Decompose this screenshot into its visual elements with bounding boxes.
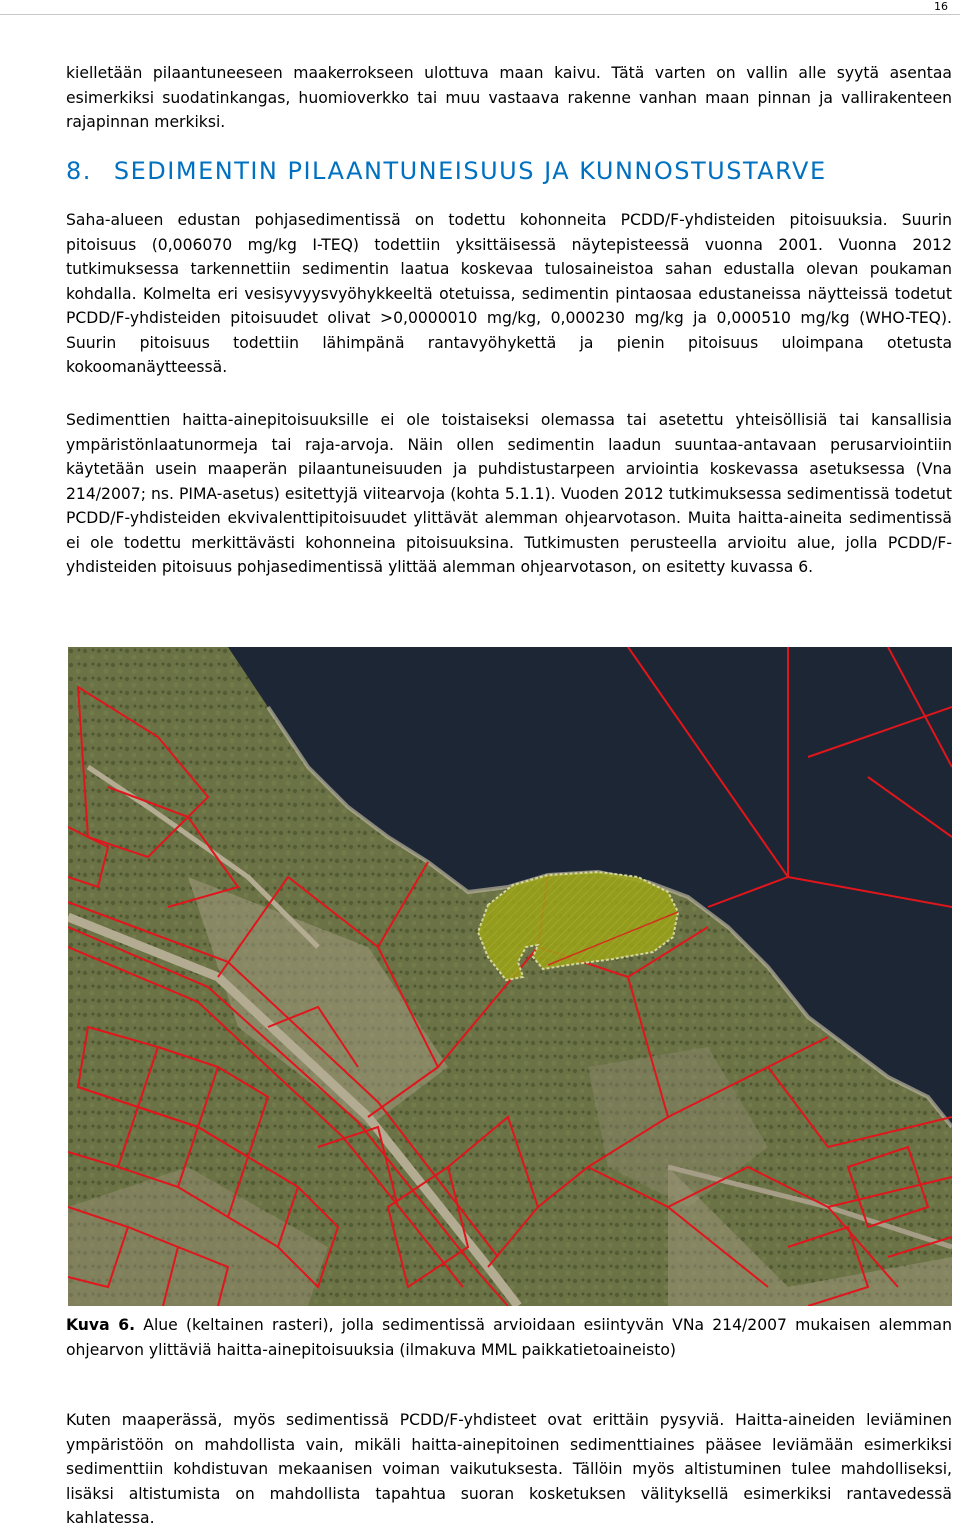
aerial-map-figure [68, 647, 952, 1306]
sediment-paragraph-1: Saha-alueen edustan pohjasedimentissä on todettu kohonneita PCDD/F-yhdisteiden pitoisuuksia. Suurin pitoisuus (0,006070 mg/kg I-TEQ) todettiin yksittäisessä näytepisteessä vuonna 2001. Vuonna 2012 tutkimuksessa tarkennettiin sedimentin laatua koskevaa tulosaineistoa sahan edustalla olevan poukaman kohdalla. Kolmelta eri vesisyvyysvyöhykkeeltä otetuissa, sedimentin pintaosaa edustaneissa näytteissä todetut PCDD/F-yhdisteiden pitoisuudet olivat >0,0000010 mg/kg, 0,000230 mg/kg ja 0,000510 mg/kg (WHO-TEQ). Suurin pitoisuus todettiin lähimpänä rantavyöhykettä ja pienin pitoisuus uloimpana otetusta kokoomanäytteessä. [66, 211, 952, 376]
intro-paragraph: kielletään pilaantuneeseen maakerrokseen ulottuva maan kaivu. Tätä varten on vallin alle syytä asentaa esimerkiksi suodatinkangas, huomioverkko tai muu vastaava rakenne vanhan maan pinnan ja vallirakenteen rajapinnan merkiksi. [66, 64, 952, 131]
section-heading [66, 157, 827, 185]
header-rule [0, 14, 960, 15]
page-number: 16 [934, 0, 948, 13]
section-title: SEDIMENTIN PILAANTUNEISUUS JA KUNNOSTUSTARVE [113, 157, 827, 185]
section-number: 8. [66, 157, 92, 185]
sediment-paragraph-2: Sedimenttien haitta-ainepitoisuuksille ei ole toistaiseksi olemassa tai asetettu yhteisöllisiä tai kansallisia ympäristönlaatunormeja tai raja-arvoja. Näin ollen sedimentin laadun suuntaa-antavaan perusarviointiin käytetään usein maaperän pilaantuneisuuden ja puhdistustarpeen arviointia koskevassa asetuksessa (Vna 214/2007; ns. PIMA-asetus) esitettyjä viitearvoja (kohta 5.1.1). Vuoden 2012 tutkimuksessa sedimentissä todetut PCDD/F-yhdisteiden ekvivalenttipitoisuudet ylittävät alemman ohjearvotason. Muita haitta-aineita sedimentissä ei ole todettu merkittävästi kohonneina pitoisuuksina. Tutkimusten perusteella arvioitu alue, jolla PCDD/F-yhdisteiden pitoisuus pohjasedimentissä ylittää alemman ohjearvotason, on esitetty kuvassa 6. [66, 411, 952, 576]
persistence-paragraph: Kuten maaperässä, myös sedimentissä PCDD/F-yhdisteet ovat erittäin pysyviä. Haitta-aineiden leviäminen ympäristöön on mahdollista vain, mikäli haitta-ainepitoinen sedimenttiaines pääsee leviämään esimerkiksi sedimenttiin kohdistuvan mekaanisen voiman vaikutuksesta. Tällöin myös altistuminen tulee mahdolliseksi, lisäksi altistumista on mahdollista tapahtua suoran kosketuksen välityksellä esimerkiksi rantavedessä kahlatessa. [66, 1411, 952, 1527]
aerial-map-image [68, 647, 952, 1306]
figure-caption [66, 1313, 952, 1362]
figure-caption-text: Alue (keltainen rasteri), jolla sedimentissä arvioidaan esiintyvän VNa 214/2007 mukaisen alemman ohjearvon ylittäviä haitta-ainepitoisuuksia (ilmakuva MML paikkatietoaineisto) [66, 1316, 952, 1359]
figure-caption-label: Kuva 6. [66, 1316, 136, 1334]
